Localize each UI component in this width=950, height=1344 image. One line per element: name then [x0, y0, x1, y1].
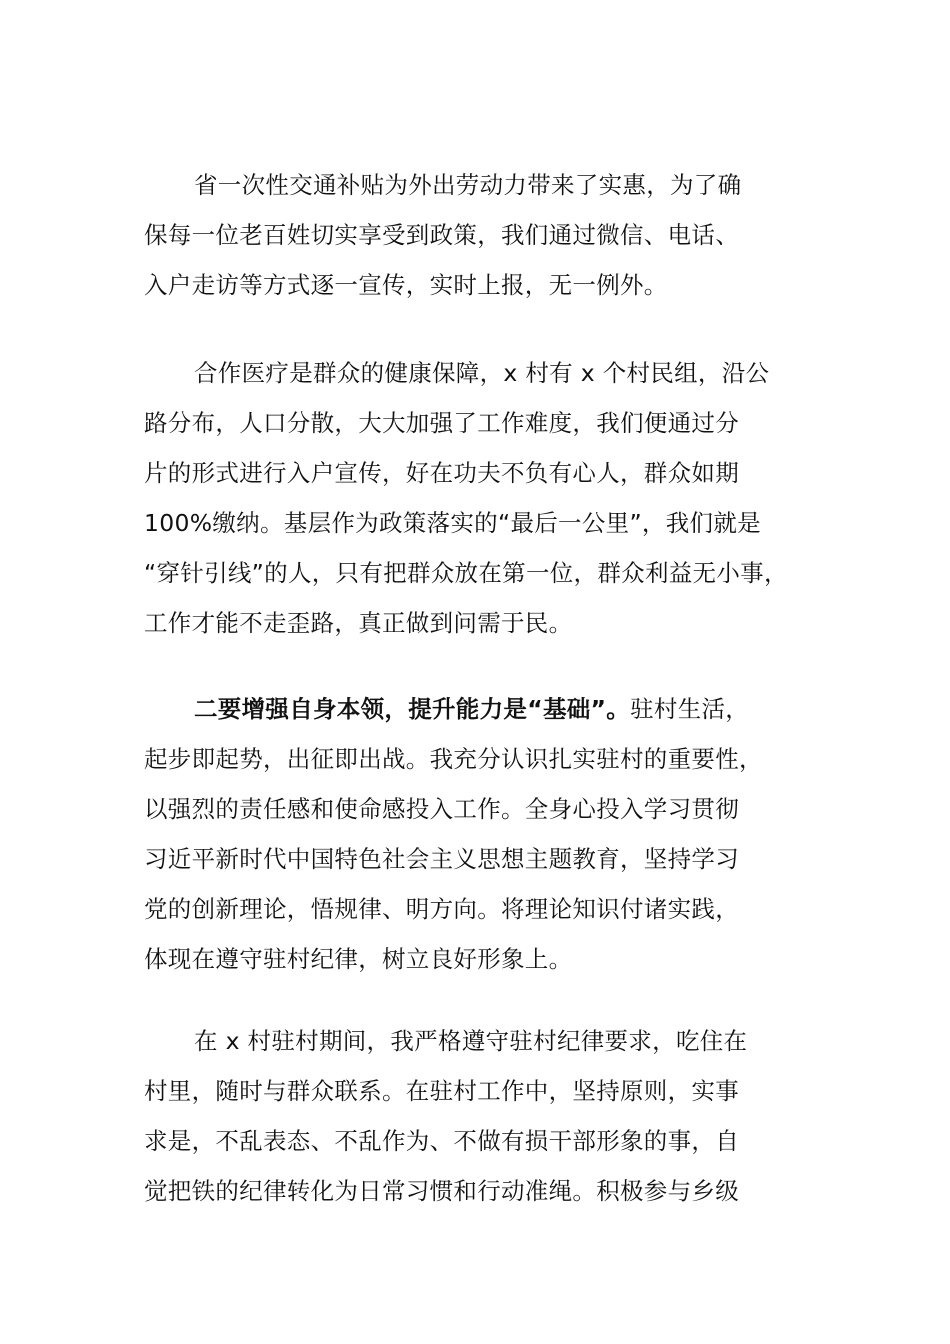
text-line: 求是，不乱表态、不乱作为、不做有损干部形象的事，自	[144, 1127, 739, 1155]
text-line: 体现在遵守驻村纪律，树立良好形象上。	[144, 945, 573, 973]
text-line: 100%缴纳。基层作为政策落实的“最后一公里”，我们就是	[144, 509, 761, 537]
paragraph-village-discipline	[144, 1016, 824, 1216]
text-line: 省一次性交通补贴为外出劳动力带来了实惠，为了确	[194, 171, 742, 199]
paragraph-enhance-ability	[144, 684, 824, 984]
text-line: 入户走访等方式逐一宣传，实时上报，无一例外。	[144, 271, 668, 299]
text-line: 保每一位老百姓切实享受到政策，我们通过微信、电话、	[144, 221, 739, 249]
section-heading: 二要增强自身本领，提升能力是“基础”。	[194, 695, 631, 723]
paragraph-cooperative-medical	[144, 348, 824, 648]
paragraph-transport-subsidy	[144, 160, 824, 310]
text-line-with-heading	[144, 684, 824, 734]
text-line: 习近平新时代中国特色社会主义思想主题教育，坚持学习	[144, 845, 739, 873]
text-line: 工作才能不走歪路，真正做到问需于民。	[144, 609, 573, 637]
text-line: 以强烈的责任感和使命感投入工作。全身心投入学习贯彻	[144, 795, 739, 823]
text-line: 片的形式进行入户宣传，好在功夫不负有心人，群众如期	[144, 459, 739, 487]
text-line: “穿针引线”的人，只有把群众放在第一位，群众利益无小事，	[144, 559, 788, 587]
text-line: 党的创新理论，悟规律、明方向。将理论知识付诸实践，	[144, 895, 739, 923]
text-line: 合作医疗是群众的健康保障，x 村有 x 个村民组，沿公	[194, 359, 770, 387]
text-line: 路分布，人口分散，大大加强了工作难度，我们便通过分	[144, 409, 739, 437]
text-line: 在 x 村驻村期间，我严格遵守驻村纪律要求，吃住在	[194, 1027, 748, 1055]
text-line: 村里，随时与群众联系。在驻村工作中，坚持原则，实事	[144, 1077, 739, 1105]
text-line: 起步即起势，出征即出战。我充分认识扎实驻村的重要性，	[144, 745, 763, 773]
text-line: 觉把铁的纪律转化为日常习惯和行动准绳。积极参与乡级	[144, 1177, 739, 1205]
heading-line-rest: 驻村生活，	[630, 695, 750, 723]
